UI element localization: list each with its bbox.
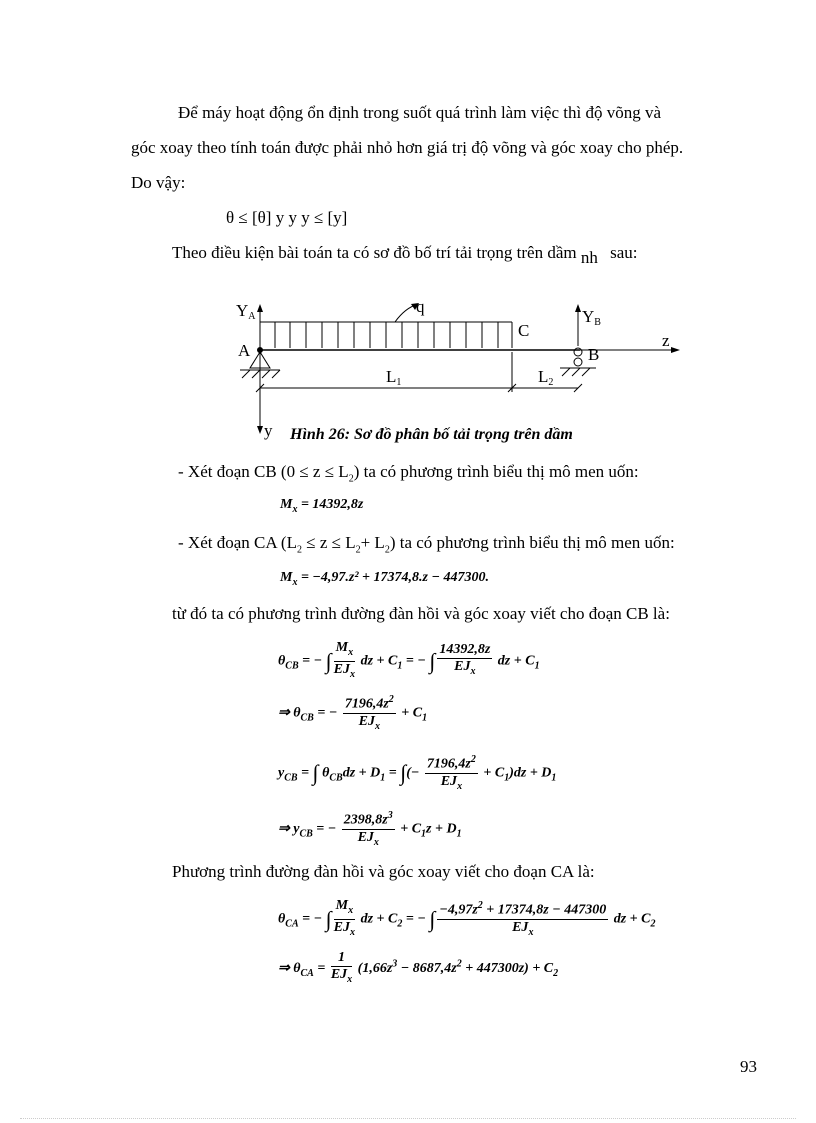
eq-theta-cb-1: $\theta_{CB}$ = − ∫ $\frac{M_x}{EJ_x}$ dz + $C_1$ = − ∫ $\frac{14392,8z}{EJ_x}$ dz + $C_1$ bbox=[278, 640, 540, 680]
para1-line1: Để máy hoạt động ổn định trong suốt quá trình làm việc thì độ võng và bbox=[178, 103, 662, 122]
ca-intro-mid2: + L bbox=[360, 533, 385, 552]
label-c: C bbox=[518, 321, 530, 340]
eq-mx-ca: $M_x = -4,97.z^2 + 17374,8.z - 447300$. bbox=[280, 570, 489, 588]
para1-line3: Do vậy: bbox=[131, 173, 186, 192]
page-number: 93 bbox=[740, 1057, 757, 1076]
eq-mx-cb: $M_x = 14392,8z$ bbox=[280, 497, 364, 515]
eq-theta-ca-2: ⇒ $\theta_{CA}$ = $\frac{1}{EJ_x}$ $(1,66z^3 - 8687,4z^2 + 447300z) + C_2$ bbox=[278, 950, 559, 985]
eq-theta-ca-1: $\theta_{CA}$ = − ∫ $\frac{M_x}{EJ_x}$ dz + $C_2$ = − ∫ $\frac{-4,97z^2 + 17374,8z - 447300}{EJ_x}$ dz + $C_2$ bbox=[278, 898, 656, 938]
ca-intro-text: - Xét đoạn CA (L bbox=[178, 533, 297, 552]
label-ya: YA bbox=[236, 301, 256, 322]
cb-intro-text: - Xét đoạn CB (0 ≤ z ≤ L bbox=[178, 462, 349, 481]
label-yb: YB bbox=[582, 307, 601, 328]
ca-intro-sub2: 2 bbox=[355, 544, 361, 556]
eq-y-cb-1: $y_{CB}$ = ∫ $\theta_{CB}dz + D_1$ = ∫(− $\frac{7196,4z^2}{EJ_x}$ + $C_1)dz + D_1$ bbox=[278, 754, 557, 792]
label-q: q bbox=[416, 297, 425, 316]
tudo-text: từ đó ta có phương trình đường đàn hồi và góc xoay viết cho đoạn CB là: bbox=[172, 604, 670, 623]
pt-ca-text: Phương trình đường đàn hồi và góc xoay viết cho đoạn CA là: bbox=[172, 862, 595, 881]
ca-intro-end: ) ta có phương trình biểu thị mô men uốn: bbox=[389, 533, 675, 552]
label-z: z bbox=[662, 331, 670, 350]
ca-intro-sub3: 2 bbox=[384, 544, 390, 556]
footer-divider bbox=[20, 1118, 796, 1119]
label-b: B bbox=[588, 345, 600, 364]
eq-theta-cb-2: ⇒ $\theta_{CB}$ = − $\frac{7196,4z^2}{EJ_x}$ + $C_1$ bbox=[278, 694, 428, 732]
label-l2: L2 bbox=[538, 367, 554, 388]
para2-text: Theo điều kiện bài toán ta có sơ đồ bố trí tải trọng trên dầm bbox=[172, 243, 577, 262]
eq-mx-ca-value: = −4,97.z² + 17374,8.z − 447300. bbox=[300, 570, 489, 585]
para2 bbox=[172, 243, 638, 267]
figure-caption: Hình 26: Sơ đồ phân bố tải trọng trên dầm bbox=[290, 426, 573, 443]
eq-y-cb-2: ⇒ $y_{CB}$ = − $\frac{2398,8z^3}{EJ_x}$ + $C_1z + D_1$ bbox=[278, 810, 462, 848]
ca-intro-mid: ≤ z ≤ L bbox=[301, 533, 356, 552]
label-l1: L1 bbox=[386, 367, 402, 388]
cb-intro-end: ) ta có phương trình biểu thị mô men uốn: bbox=[353, 462, 639, 481]
cb-intro-sub: 2 bbox=[348, 473, 354, 485]
ca-intro bbox=[178, 533, 675, 560]
label-a: A bbox=[238, 341, 251, 360]
load-arrows bbox=[260, 322, 512, 348]
para2-end: sau: bbox=[610, 243, 638, 262]
eq-mx-cb-value: = 14392,8z bbox=[300, 497, 364, 512]
cb-intro bbox=[178, 462, 639, 489]
ca-intro-sub1: 2 bbox=[296, 544, 302, 556]
label-y: y bbox=[264, 421, 273, 440]
para1-line2: góc xoay theo tính toán được phải nhỏ hơn giá trị độ võng và góc xoay cho phép. bbox=[131, 138, 684, 157]
para2-nh: nh bbox=[580, 248, 598, 267]
condition: θ ≤ [θ] y y y ≤ [y] bbox=[226, 208, 348, 227]
